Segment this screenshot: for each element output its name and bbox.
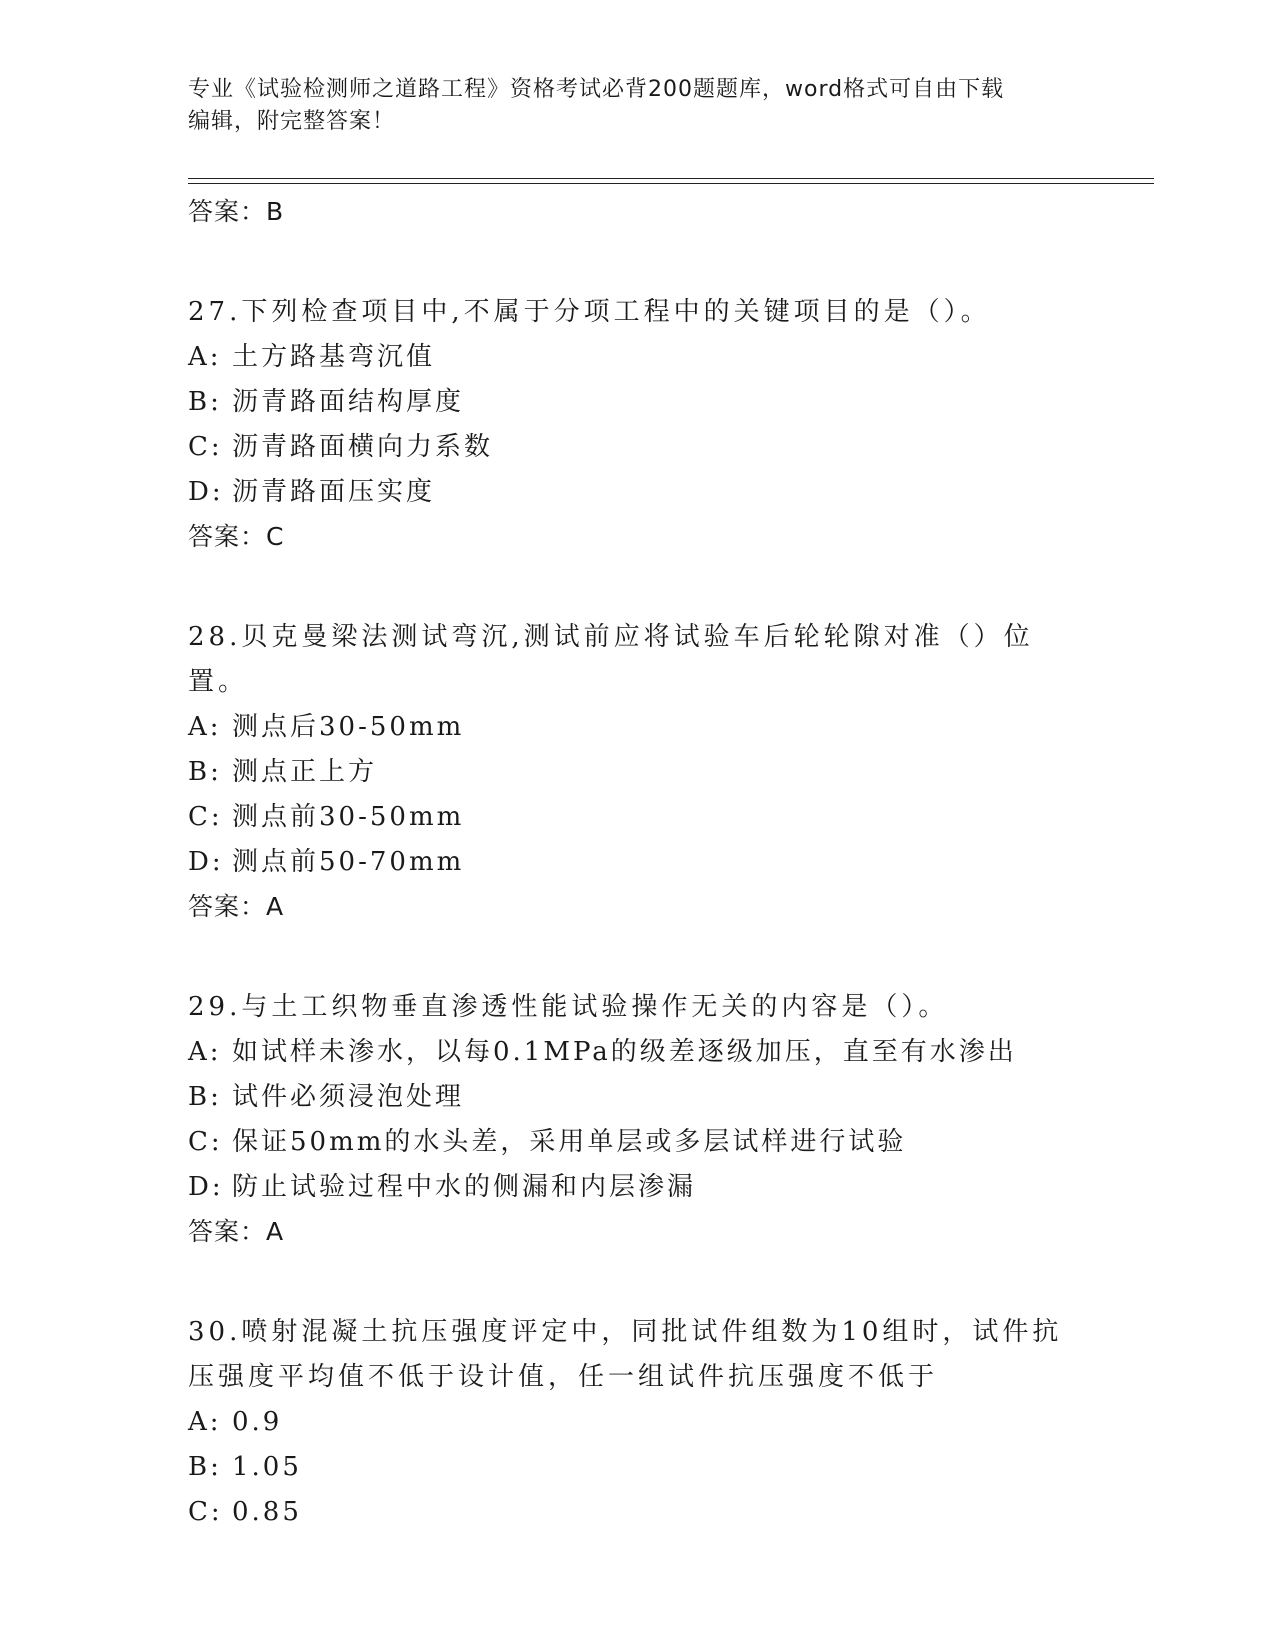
option-text: 如试样未渗水，以每0.1MPa的级差逐级加压，直至有水渗出 xyxy=(232,1037,1017,1067)
option-text: 0.9 xyxy=(232,1407,283,1437)
option-key: B: xyxy=(188,757,222,787)
answer-option xyxy=(188,795,1088,840)
option-key: C: xyxy=(188,1127,223,1157)
question-block xyxy=(188,290,1088,559)
answer-option xyxy=(188,380,1088,425)
question-block xyxy=(188,1310,1088,1535)
header-divider-top xyxy=(188,178,1154,179)
option-key: C: xyxy=(188,1497,223,1527)
answer-option xyxy=(188,750,1088,795)
question-block xyxy=(188,985,1088,1254)
question-stem: 28.贝克曼梁法测试弯沉,测试前应将试验车后轮轮隙对准（）位置。 xyxy=(188,622,1034,697)
previous-answer: 答案：B xyxy=(188,197,285,226)
option-key: A: xyxy=(188,1407,222,1437)
option-key: B: xyxy=(188,387,222,417)
option-key: B: xyxy=(188,1452,222,1482)
option-key: A: xyxy=(188,712,222,742)
answer-option xyxy=(188,335,1088,380)
question-stem: 29.与土工织物垂直渗透性能试验操作无关的内容是（）。 xyxy=(188,992,949,1022)
question-list xyxy=(188,190,1088,1591)
question-answer: 答案：A xyxy=(188,892,285,921)
answer-option xyxy=(188,1165,1088,1210)
option-key: A: xyxy=(188,1037,222,1067)
answer-option xyxy=(188,705,1088,750)
option-key: C: xyxy=(188,802,223,832)
question-block xyxy=(188,615,1088,929)
option-text: 0.85 xyxy=(232,1497,302,1527)
option-text: 测点后30-50mm xyxy=(232,712,465,742)
question-stem: 30.喷射混凝土抗压强度评定中，同批试件组数为10组时，试件抗压强度平均值不低于设计值，任一组试件抗压强度不低于 xyxy=(188,1317,1063,1392)
option-text: 测点正上方 xyxy=(232,757,378,787)
page-header xyxy=(188,74,1088,138)
option-text: 1.05 xyxy=(232,1452,302,1482)
option-text: 土方路基弯沉值 xyxy=(232,342,436,372)
option-text: 沥青路面结构厚度 xyxy=(232,387,465,417)
question-answer: 答案：C xyxy=(188,522,285,551)
header-line-1: 专业《试验检测师之道路工程》资格考试必背200题题库，word格式可自由下载 xyxy=(188,77,1005,102)
option-key: D: xyxy=(188,1172,224,1202)
answer-option xyxy=(188,1120,1088,1165)
answer-option xyxy=(188,840,1088,885)
answer-option xyxy=(188,1400,1088,1445)
header-divider-bottom xyxy=(188,183,1154,184)
option-key: B: xyxy=(188,1082,222,1112)
answer-option xyxy=(188,1490,1088,1535)
answer-option xyxy=(188,425,1088,470)
option-text: 沥青路面压实度 xyxy=(232,477,436,507)
option-text: 测点前50-70mm xyxy=(232,847,465,877)
answer-option xyxy=(188,1445,1088,1490)
option-text: 防止试验过程中水的侧漏和内层渗漏 xyxy=(232,1172,697,1202)
answer-option xyxy=(188,1030,1088,1075)
question-stem: 27.下列检查项目中,不属于分项工程中的关键项目的是（）。 xyxy=(188,297,991,327)
option-key: C: xyxy=(188,432,223,462)
option-key: D: xyxy=(188,477,224,507)
option-key: A: xyxy=(188,342,222,372)
option-key: D: xyxy=(188,847,224,877)
option-text: 沥青路面横向力系数 xyxy=(232,432,494,462)
header-line-2: 编辑，附完整答案！ xyxy=(188,109,396,134)
option-text: 测点前30-50mm xyxy=(232,802,465,832)
option-text: 保证50mm的水头差，采用单层或多层试样进行试验 xyxy=(232,1127,907,1157)
answer-option xyxy=(188,470,1088,515)
answer-option xyxy=(188,1075,1088,1120)
option-text: 试件必须浸泡处理 xyxy=(232,1082,465,1112)
question-answer: 答案：A xyxy=(188,1217,285,1246)
